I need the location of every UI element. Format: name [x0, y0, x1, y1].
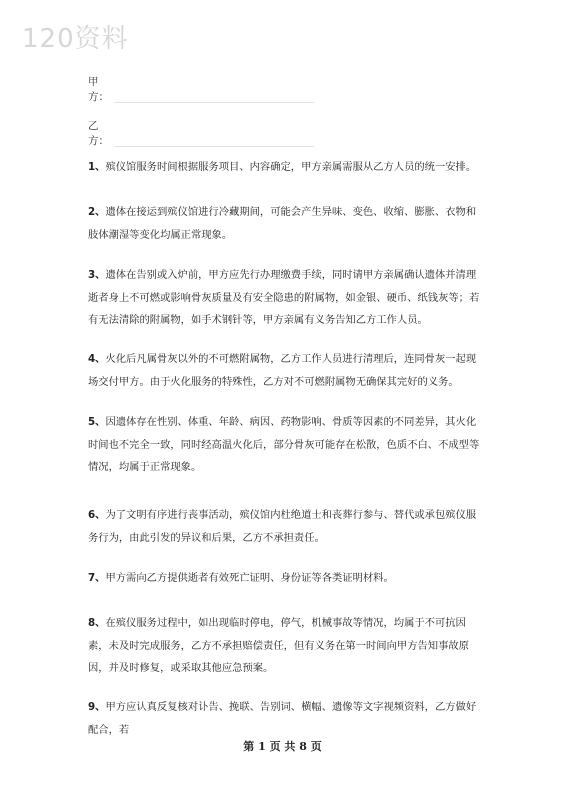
clause-number: 2、 — [88, 206, 106, 218]
clause-4 — [88, 348, 484, 393]
clause-number: 1、 — [88, 161, 106, 173]
clause-2 — [88, 201, 484, 246]
clause-text: 因遗体存在性别、体重、年龄、病因、药物影响、骨质等因素的不同差异，其火化时间也不完全一致，同时经高温火化后，部分骨灰可能存在松散，色质不白、不成型等情况，均属于正常现象。 — [88, 416, 480, 473]
clause-number: 9、 — [88, 701, 106, 713]
party-b-line — [88, 118, 114, 148]
clause-text: 火化后凡属骨灰以外的不可燃附属物，乙方工作人员进行清理后，连同骨灰一起现场交付甲方。由于火化服务的特殊性，乙方对不可燃附属物无确保其完好的义务。 — [88, 353, 477, 388]
clause-text: 遗体在接运到殡仪馆进行冷藏期间，可能会产生异味、变色、收缩、膨胀、衣物和肢体潮湿等变化均属正常现象。 — [88, 206, 477, 241]
clause-number: 4、 — [88, 353, 106, 365]
clause-6 — [88, 504, 484, 549]
party-a-blank — [114, 102, 314, 103]
clause-number: 8、 — [88, 617, 106, 629]
watermark-logo: 120资料 — [22, 24, 129, 54]
clause-8 — [88, 612, 484, 680]
clause-text: 在殡仪服务过程中，如出现临时停电，停气，机械事故等情况，均属于不可抗因素，未及时完成服务，乙方不承担赔偿责任，但有义务在第一时间向甲方告知事故原因，并及时修复，或采取其他应急预案。 — [88, 617, 469, 674]
clause-number: 6、 — [88, 509, 106, 521]
clause-text: 为了文明有序进行丧事活动，殡仪馆内杜绝道士和丧葬行参与、替代或承包殡仪服务行为，由此引发的异议和后果，乙方不承担责任。 — [88, 509, 477, 544]
clause-3 — [88, 264, 484, 332]
party-b-blank — [114, 146, 314, 147]
clause-text: 遗体在告别或入炉前，甲方应先行办理缴费手续，同时请甲方亲属确认遗体并清理逝者身上不可燃或影响骨灰质量及有安全隐患的附属物，如金银、硬币、纸钱灰等；若有无法清除的附属物，如手术钢针等，甲方亲属有义务告知乙方工作人员。 — [88, 269, 480, 326]
clause-text: 殡仪馆服务时间根据服务项目、内容确定，甲方亲属需服从乙方人员的统一安排。 — [105, 161, 477, 173]
clause-1 — [88, 156, 484, 179]
clause-7 — [88, 567, 484, 590]
clause-number: 5、 — [88, 416, 106, 428]
party-a-line — [88, 74, 114, 104]
page-number-footer: 第 1 页 共 8 页 — [243, 740, 322, 753]
clause-5 — [88, 411, 484, 479]
party-b-label: 乙方： — [88, 120, 109, 147]
clause-text: 甲方需向乙方提供逝者有效死亡证明、身份证等各类证明材料。 — [105, 572, 394, 584]
clause-9 — [88, 696, 484, 741]
party-a-label: 甲方： — [88, 76, 109, 103]
clause-number: 7、 — [88, 572, 106, 584]
clause-number: 3、 — [88, 269, 106, 281]
clause-text: 甲方应认真反复核对讣告、挽联、告别词、横幅、遗像等文字视频资料，乙方做好配合，若 — [88, 701, 477, 736]
